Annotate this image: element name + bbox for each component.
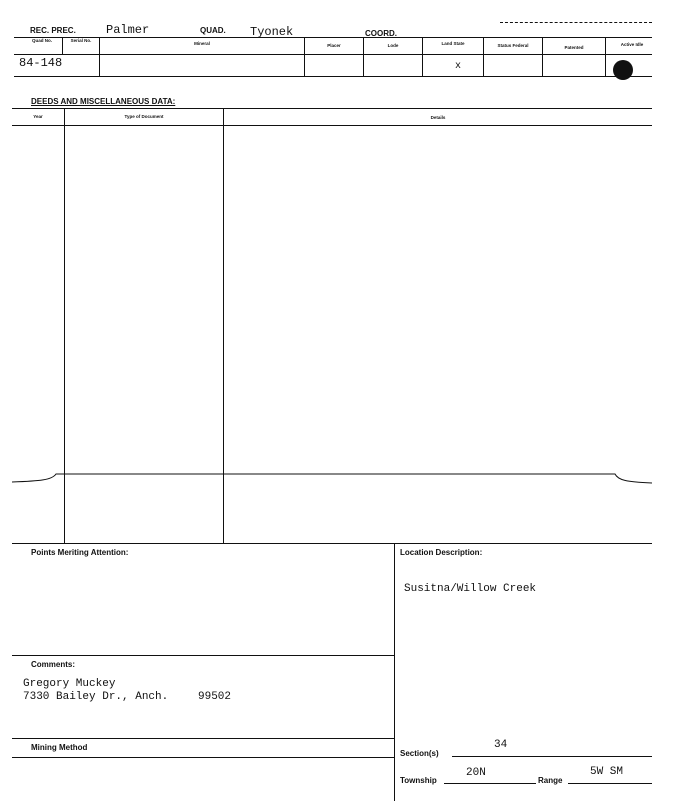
rec-prec-value: Palmer [106,23,150,37]
mining-method-top-rule [12,738,394,739]
divider-active [605,37,606,76]
range-underline [568,783,652,784]
page-seam [0,462,678,492]
claim-header-rule [14,54,652,55]
divider-patented [542,37,543,76]
mining-method-bottom-rule [12,757,394,758]
lower-center-divider [394,543,395,801]
deeds-top-rule [12,108,652,109]
section-underline [452,756,652,757]
deeds-header-rule [12,125,652,126]
header-rule [14,37,652,38]
township-underline [444,783,536,784]
township-label: Township [400,776,437,785]
points-meriting-label: Points Meriting Attention: [31,548,129,557]
lower-top-rule [12,543,652,544]
col-status-federal: Status Federal [497,43,529,48]
claim-bottom-rule [14,76,652,77]
col-quad-no: Quad No. [32,38,52,43]
col-land-state: Land State [441,41,465,46]
divider-mineral [99,37,100,76]
comments-top-rule [12,655,394,656]
comments-label: Comments: [31,660,76,669]
deeds-title: DEEDS AND MISCELLANEOUS DATA: [31,97,176,106]
location-description-value: Susitna/Willow Creek [404,583,537,595]
divider-lode [363,37,364,76]
comments-address: 7330 Bailey Dr., Anch. [23,691,169,703]
col-details: Details [430,115,446,120]
col-lode: Lode [387,43,399,48]
quad-label: QUAD. [200,26,226,35]
coord-label: COORD. [365,29,397,38]
quad-value: Tyonek [250,25,294,39]
comments-zip: 99502 [198,691,232,703]
col-active-idle: Active Idle [620,42,644,47]
mining-method-label: Mining Method [31,743,88,752]
comments-line-1: Gregory Muckey [23,678,116,690]
section-label: Section(s) [400,749,439,758]
active-idle-filled-dot [613,60,633,80]
col-placer: Placer [327,43,341,48]
range-label: Range [538,776,563,785]
land-state-mark: x [455,61,462,72]
quad-no-value: 84-148 [19,56,63,70]
divider-placer [304,37,305,76]
col-mineral: Mineral [194,41,210,46]
col-patented: Patented [564,45,584,50]
township-value: 20N [466,767,486,779]
col-serial-no: Serial No. [70,38,92,43]
col-type-of-document: Type of Document [124,114,164,119]
coord-rule [500,22,652,23]
location-description-label: Location Description: [400,548,483,557]
divider-status [483,37,484,76]
rec-prec-label: REC. PREC. [30,26,76,35]
col-year: Year [33,114,43,119]
divider-land-state [422,37,423,76]
section-value: 34 [494,739,508,751]
range-value: 5W SM [590,766,624,778]
divider-serial [62,37,63,54]
